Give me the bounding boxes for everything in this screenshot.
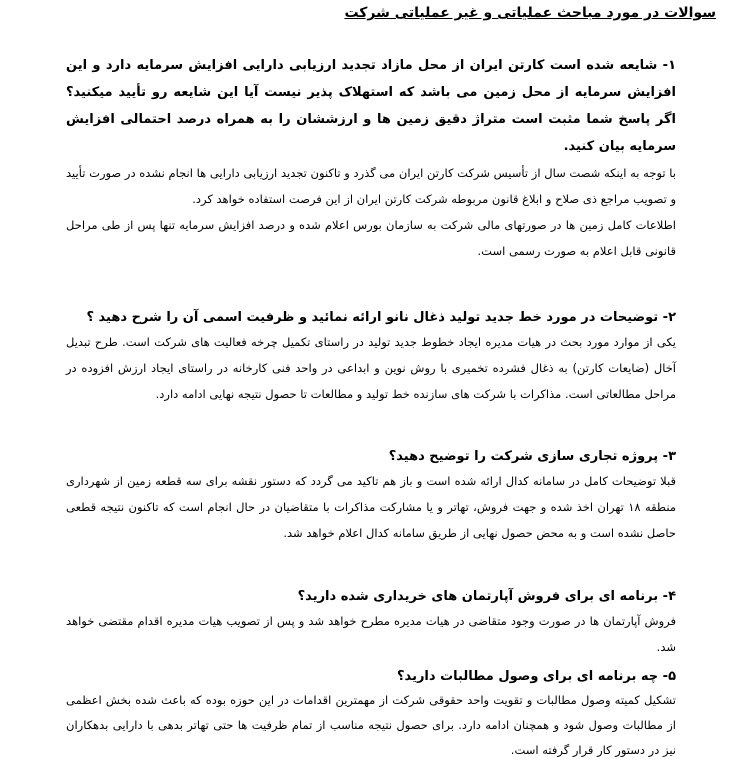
qa-item-3	[66, 446, 676, 546]
answer-3-paragraph-1: قبلا توضیحات کامل در سامانه کدال ارائه شده است و باز هم تاکید می گردد که دستور نقشه برای سه قطعه زمین از شهرداری منطقه ۱۸ تهران اخذ شده و جهت فروش، تهاتر و یا مشارکت مذاکرات با متقاضیان در حال انجام است که تاکنون نتیجه قطعی حاصل نشده است و به محض حصول نهایی از طریق سامانه کدال اعلام خواهد شد.	[66, 474, 676, 540]
answer-4-paragraph-1: فروش آپارتمان ها در صورت وجود متقاضی در هیات مدیره مطرح خواهد شد و پس از تصویب هیات مدیره اقدام مقتضی خواهد شد.	[66, 614, 676, 654]
qa-item-1	[66, 52, 676, 264]
answer-2-paragraph-1: یکی از موارد مورد بحث در هیات مدیره ایجاد خطوط جدید تولید در راستای تکمیل چرخه فعالیت های شرکت است. طرح تبدیل آخال (ضایعات کارتن) به ذغال فشرده تخمیری با روش نوین و ابداعی در واحد فنی کارخانه در راستای ایجاد ارزش افزوده در مراحل مطالعاتی است. مذاکرات با شرکت های سازنده خط تولید و مطالعات تا حصول نتیجه نهایی ادامه دارد.	[66, 335, 676, 401]
qa-item-2	[66, 307, 676, 407]
question-2: ۲- توضیحات در مورد خط جدید تولید ذغال نانو ارائه نمائید و ظرفیت اسمی آن را شرح دهید ؟	[86, 310, 676, 325]
question-1: ۱- شایعه شده است کارتن ایران از محل مازاد تجدید ارزیابی دارایی افزایش سرمایه دارد و این افزایش سرمایه از محل زمین می باشد که استهلاک پذیر نیست آیا این شایعه رو تأیید میکنید؟ اگر پاسخ شما مثبت است متراژ دقیق زمین ها و ارزششان را به همراه درصد احتمالی افزایش سرمایه بیان کنید.	[66, 58, 676, 154]
question-5: ۵- چه برنامه ای برای وصول مطالبات دارید؟	[397, 669, 676, 684]
question-3: ۳- پروژه تجاری سازی شرکت را توضیح دهید؟	[388, 449, 676, 464]
qa-item-4	[66, 586, 676, 660]
qa-item-5	[66, 666, 676, 763]
answer-5-paragraph-1: تشکیل کمیته وصول مطالبات و تقویت واحد حقوقی شرکت از مهمترین اقدامات در این حوزه بوده که باعث شده بخش اعظمی از مطالبات وصول شود و همچنان ادامه دارد. برای حصول نتیجه مناسب از تمام ظرفیت ها حتی تهاتر بدهی با دارایی بدهکاران نیز در دستور کار قرار گرفته است.	[66, 693, 676, 757]
question-4: ۴- برنامه ای برای فروش آپارتمان های خریداری شده دارید؟	[297, 589, 676, 604]
answer-1-paragraph-2: اطلاعات کامل زمین ها در صورتهای مالی شرکت به سازمان بورس اعلام شده و درصد افزایش سرمایه تنها پس از طی مراحل قانونی قابل اعلام به صورت رسمی است.	[66, 218, 676, 258]
document-title: سوالات در مورد مباحث عملیاتی و غیر عملیاتی شرکت	[344, 5, 716, 21]
answer-1-paragraph-1: با توجه به اینکه شصت سال از تأسیس شرکت کارتن ایران می گذرد و تاکنون تجدید ارزیابی دارایی ها انجام نشده در صورت تأیید و تصویب مراجع ذی صلاح و ابلاغ قانون مربوطه شرکت کارتن ایران از این فرصت استفاده خواهد کرد.	[66, 166, 676, 206]
